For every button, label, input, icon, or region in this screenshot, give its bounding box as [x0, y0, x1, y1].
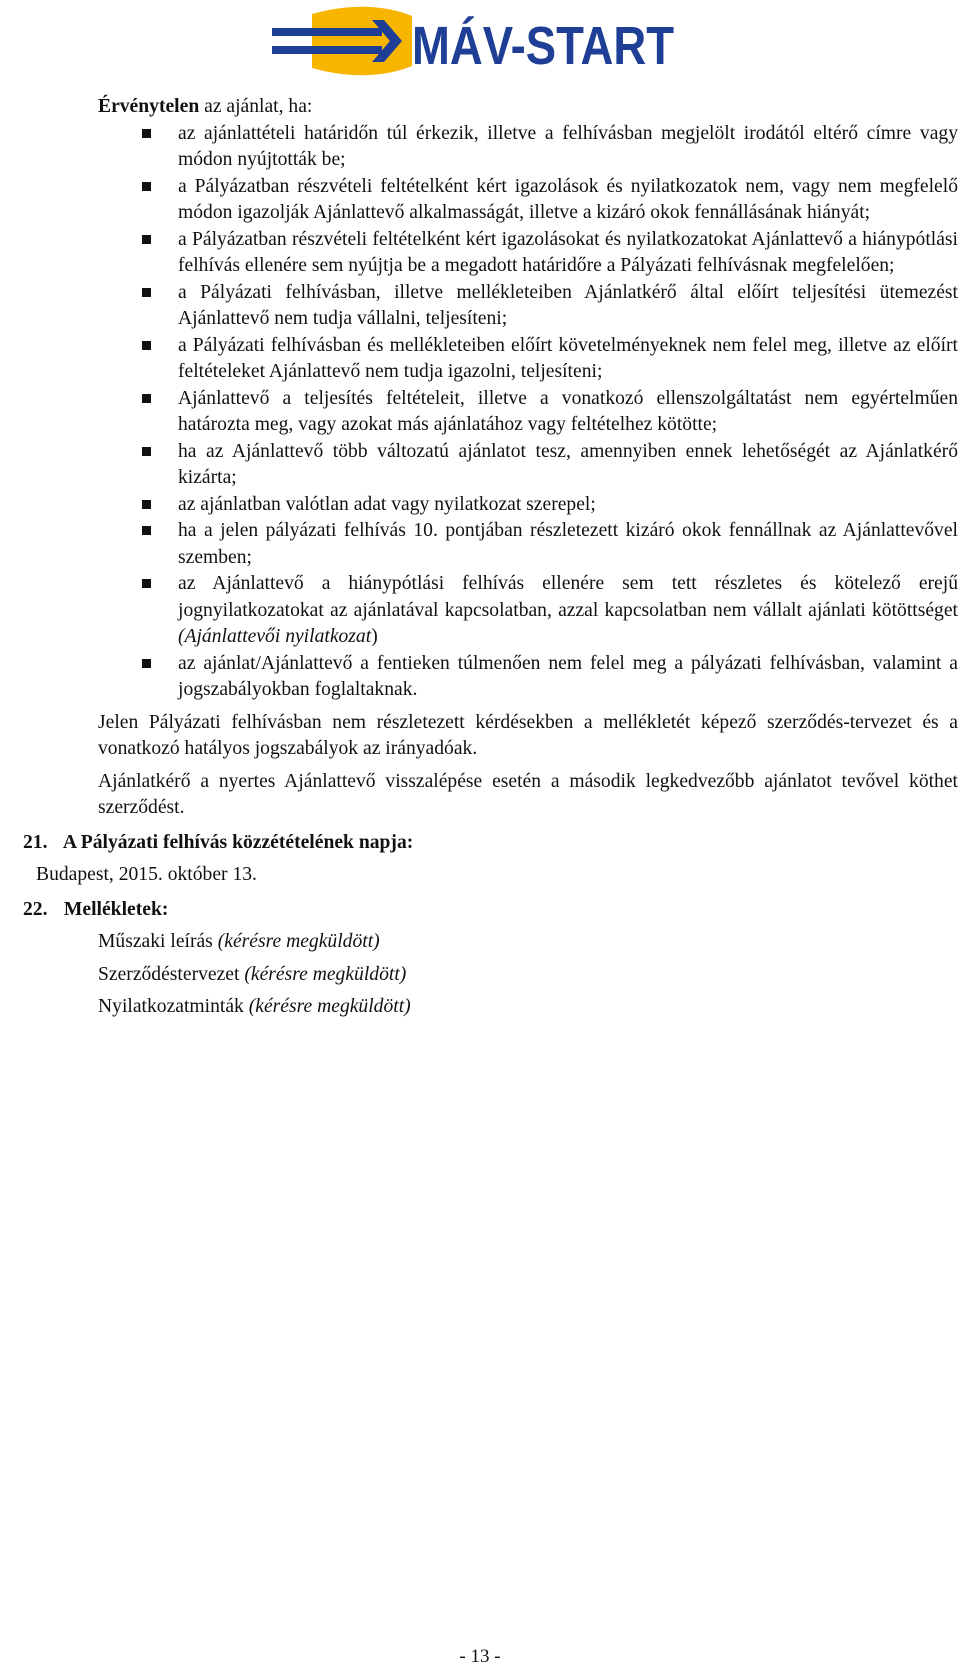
list-item: az Ajánlattevő a hiánypótlási felhívás ellenére sem tett részletes és kötelező erejű jognyilatkozatokat az ajánlatával kapcsolatban, azzal kapcsolatban nem vállalt ajánlati kötöttséget (Ajánlattevői nyilatkozat) [98, 571, 958, 651]
list-item: az ajánlatban valótlan adat vagy nyilatkozat szerepel; [98, 492, 958, 519]
invalidity-list [98, 121, 958, 704]
bullet-marker [142, 394, 151, 403]
bullet-marker [142, 659, 151, 668]
bullet-marker [142, 526, 151, 535]
attachment-item: Nyilatkozatminták (kérésre megküldött) [98, 996, 411, 1017]
mav-start-logo [272, 6, 678, 76]
list-item: Ajánlattevő a teljesítés feltételeit, illetve a vonatkozó ellenszolgáltatást nem egyértelműen határozta meg, vagy azokat más ajánlatához vagy feltételhez kötötte; [98, 386, 958, 439]
section-22-heading: 22. Mellékletek: [23, 898, 169, 920]
list-item: az ajánlat/Ajánlattevő a fentieken túlmenően nem felel meg a pályázati felhívásban, valamint a jogszabályokban foglaltaknak. [98, 651, 958, 704]
intro-rest: az ajánlat, ha: [199, 96, 313, 117]
bullet-marker [142, 447, 151, 456]
attachment-item: Szerződéstervezet (kérésre megküldött) [98, 963, 407, 985]
bullet-marker [142, 129, 151, 138]
document-body [23, 94, 958, 1021]
list-item: ha az Ajánlattevő több változatú ajánlatot tesz, amennyiben ennek lehetőségét az Ajánlatkérő kizárta; [98, 439, 958, 492]
bullet-marker [142, 235, 151, 244]
list-item: a Pályázati felhívásban, illetve mellékleteiben Ajánlatkérő által előírt teljesítési ütemezést Ajánlattevő nem tudja vállalni, teljesíteni; [98, 280, 958, 333]
bullet-marker [142, 182, 151, 191]
bullet-marker [142, 579, 151, 588]
attachment-item: Műszaki leírás (kérésre megküldött) [98, 931, 380, 952]
page-number: - 13 - [459, 1646, 501, 1667]
list-item: ha a jelen pályázati felhívás 10. pontjában részletezett kizáró okok fennállnak az Ajánlattevővel szemben; [98, 518, 958, 571]
list-item: a Pályázati felhívásban és mellékleteiben előírt követelményeknek nem felel meg, illetve az előírt feltételeket Ajánlattevő nem tudja igazolni, teljesíteni; [98, 333, 958, 386]
bullet-marker [142, 288, 151, 297]
paragraph-governing-law: Jelen Pályázati felhívásban nem részletezett kérdésekben a mellékletét képező szerződés-tervezet és a vonatkozó hatályos jogszabályok az irányadóak. [98, 711, 958, 759]
list-item: a Pályázatban részvételi feltételként kért igazolásokat és nyilatkozatokat Ajánlattevő a hiánypótlási felhívás ellenére sem nyújtja be a megadott határidőre a Pályázati felhívásnak megfelelően; [98, 227, 958, 280]
logo-emblem [272, 7, 412, 76]
attachments-list [98, 929, 958, 1021]
intro-line [98, 94, 958, 121]
section-21-heading: 21. A Pályázati felhívás közzétételének napja: [23, 831, 414, 853]
paragraph-second-bidder: Ajánlatkérő a nyertes Ajánlattevő visszalépése esetén a második legkedvezőbb ajánlatot tevővel köthet szerződést. [98, 770, 958, 818]
section-21-value: Budapest, 2015. október 13. [36, 864, 257, 885]
intro-bold: Érvénytelen [98, 96, 200, 117]
list-item: a Pályázatban részvételi feltételként kért igazolások és nyilatkozatok nem, vagy nem megfelelő módon igazolják Ajánlattevő alkalmasságát, illetve a kizáró okok fennállásának hiányát; [98, 174, 958, 227]
bullet-marker [142, 500, 151, 509]
logo-wordmark: MÁV-START [412, 16, 675, 76]
bullet-marker [142, 341, 151, 350]
list-item: az ajánlattételi határidőn túl érkezik, illetve a felhívásban megjelölt irodától eltérő címre vagy módon nyújtották be; [98, 121, 958, 174]
